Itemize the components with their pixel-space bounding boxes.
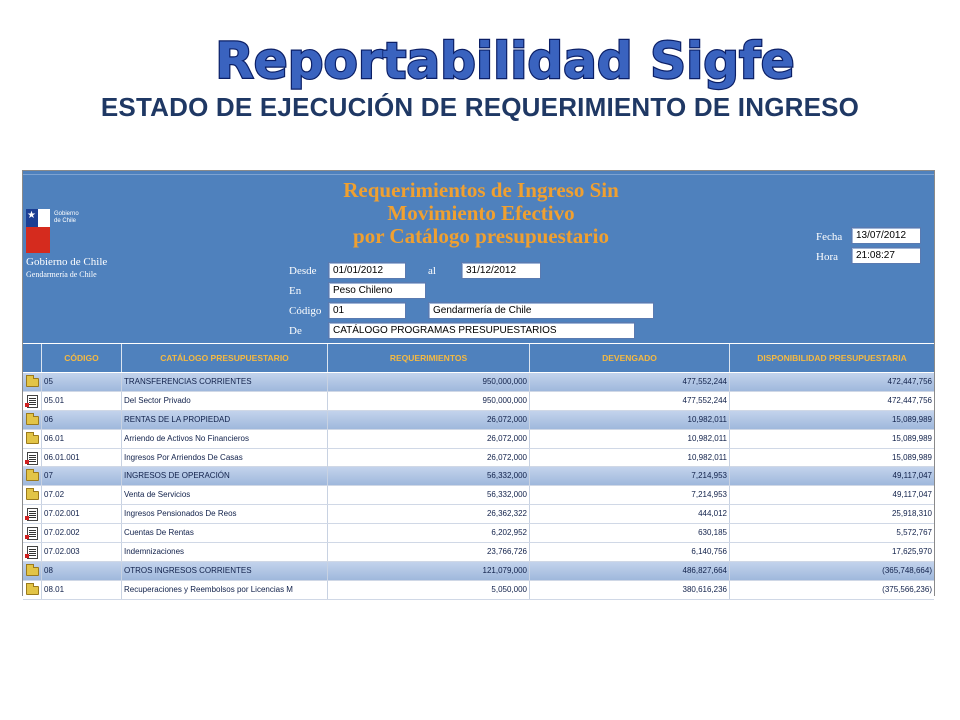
al-label: al [428, 265, 436, 277]
svg-text:Reportabilidad Sigfe: Reportabilidad Sigfe [215, 32, 795, 90]
cell-disponibilidad: 49,117,047 [729, 467, 934, 485]
catalogo-field[interactable]: CATÁLOGO PROGRAMAS PRESUPUESTARIOS [328, 322, 635, 339]
column-disponibilidad[interactable]: DISPONIBILIDAD PRESUPUESTARIA [729, 344, 934, 372]
cell-catalogo: Del Sector Privado [121, 392, 327, 410]
codigo-label: Código [289, 305, 322, 317]
row-icon-cell[interactable] [23, 562, 41, 580]
report-window [22, 170, 935, 596]
slide-title: ESTADO DE EJECUCIÓN DE REQUERIMIENTO DE INGRESO [100, 92, 860, 122]
folder-icon[interactable] [26, 567, 39, 576]
report-banner [23, 171, 934, 343]
row-icon-cell[interactable] [23, 430, 41, 448]
logo-blue-field [26, 209, 38, 227]
folder-icon[interactable] [26, 435, 39, 444]
row-icon-cell[interactable] [23, 524, 41, 542]
report-title-line: por Catálogo presupuestario [353, 224, 609, 248]
cell-requerimientos: 121,079,000 [327, 562, 529, 580]
cell-disponibilidad: 15,089,989 [729, 411, 934, 429]
column-requerimientos[interactable]: REQUERIMIENTOS [327, 344, 529, 372]
wordart-title [215, 30, 795, 90]
report-icon[interactable] [27, 546, 38, 559]
banner-divider [23, 174, 934, 175]
cell-disponibilidad: 17,625,970 [729, 543, 934, 561]
cell-catalogo: Ingresos Pensionados De Reos [121, 505, 327, 523]
cell-devengado: 444,012 [529, 505, 729, 523]
table-row[interactable] [23, 581, 934, 600]
cell-codigo[interactable]: 08 [41, 562, 121, 580]
cell-catalogo: Recuperaciones y Reembolsos por Licencias M [121, 581, 327, 599]
gobierno-logo [26, 209, 80, 254]
desde-field[interactable]: 01/01/2012 [328, 262, 406, 279]
cell-codigo[interactable]: 06 [41, 411, 121, 429]
row-icon-cell[interactable] [23, 581, 41, 599]
cell-codigo[interactable]: 07.02.003 [41, 543, 121, 561]
star-icon: ★ [27, 210, 36, 221]
report-icon[interactable] [27, 527, 38, 540]
cell-devengado: 10,982,011 [529, 430, 729, 448]
folder-icon[interactable] [26, 586, 39, 595]
row-icon-cell[interactable] [23, 543, 41, 561]
cell-requerimientos: 56,332,000 [327, 467, 529, 485]
folder-icon[interactable] [26, 378, 39, 387]
cell-devengado: 7,214,953 [529, 486, 729, 504]
org-name: Gobierno de Chile [26, 256, 108, 268]
table-row[interactable] [23, 430, 934, 449]
row-icon-cell[interactable] [23, 392, 41, 410]
column-catalogo[interactable]: CATÁLOGO PRESUPUESTARIO [121, 344, 327, 372]
cell-catalogo: OTROS INGRESOS CORRIENTES [121, 562, 327, 580]
cell-catalogo: TRANSFERENCIAS CORRIENTES [121, 373, 327, 391]
hora-field[interactable]: 21:08:27 [851, 247, 921, 264]
entidad-field[interactable]: Gendarmería de Chile [428, 302, 654, 319]
cell-requerimientos: 23,766,726 [327, 543, 529, 561]
cell-disponibilidad: 5,572,767 [729, 524, 934, 542]
icon-column-header [23, 344, 41, 372]
cell-catalogo: Cuentas De Rentas [121, 524, 327, 542]
table-row[interactable] [23, 411, 934, 430]
cell-requerimientos: 26,362,322 [327, 505, 529, 523]
cell-codigo[interactable]: 07.02 [41, 486, 121, 504]
cell-codigo[interactable]: 05 [41, 373, 121, 391]
cell-devengado: 7,214,953 [529, 467, 729, 485]
folder-icon[interactable] [26, 491, 39, 500]
al-field[interactable]: 31/12/2012 [461, 262, 541, 279]
table-row[interactable] [23, 562, 934, 581]
report-icon[interactable] [27, 452, 38, 465]
cell-requerimientos: 26,072,000 [327, 411, 529, 429]
cell-devengado: 477,552,244 [529, 392, 729, 410]
cell-codigo[interactable]: 06.01.001 [41, 449, 121, 467]
de-label: De [289, 325, 302, 337]
table-header [23, 343, 934, 372]
cell-codigo[interactable]: 07.02.002 [41, 524, 121, 542]
cell-codigo[interactable]: 05.01 [41, 392, 121, 410]
report-icon[interactable] [27, 395, 38, 408]
row-icon-cell[interactable] [23, 449, 41, 467]
table-row[interactable] [23, 486, 934, 505]
table-row[interactable] [23, 373, 934, 392]
table-row[interactable] [23, 467, 934, 486]
fecha-label: Fecha [816, 231, 843, 243]
cell-disponibilidad: (375,566,236) [729, 581, 934, 599]
cell-requerimientos: 26,072,000 [327, 449, 529, 467]
folder-icon[interactable] [26, 416, 39, 425]
cell-codigo[interactable]: 06.01 [41, 430, 121, 448]
folder-icon[interactable] [26, 472, 39, 481]
row-icon-cell[interactable] [23, 505, 41, 523]
cell-catalogo: Ingresos Por Arriendos De Casas [121, 449, 327, 467]
logo-red-field [26, 227, 50, 253]
moneda-field[interactable]: Peso Chileno [328, 282, 426, 299]
cell-disponibilidad: 15,089,989 [729, 430, 934, 448]
table-row[interactable] [23, 543, 934, 562]
report-title-line: Movimiento Efectivo [387, 201, 575, 225]
report-title-line: Requerimientos de Ingreso Sin [343, 178, 619, 202]
row-icon-cell[interactable] [23, 373, 41, 391]
cell-catalogo: Indemnizaciones [121, 543, 327, 561]
cell-requerimientos: 950,000,000 [327, 392, 529, 410]
en-label: En [289, 285, 302, 297]
cell-codigo[interactable]: 07.02.001 [41, 505, 121, 523]
cell-devengado: 486,827,664 [529, 562, 729, 580]
row-icon-cell[interactable] [23, 411, 41, 429]
row-icon-cell[interactable] [23, 486, 41, 504]
logo-caption: Gobierno de Chile [54, 211, 79, 224]
cell-devengado: 6,140,756 [529, 543, 729, 561]
desde-label: Desde [289, 265, 317, 277]
cell-devengado: 380,616,236 [529, 581, 729, 599]
table-row[interactable] [23, 505, 934, 524]
cell-requerimientos: 950,000,000 [327, 373, 529, 391]
hora-label: Hora [816, 251, 838, 263]
cell-requerimientos: 5,050,000 [327, 581, 529, 599]
cell-devengado: 477,552,244 [529, 373, 729, 391]
cell-disponibilidad: 49,117,047 [729, 486, 934, 504]
cell-codigo[interactable]: 08.01 [41, 581, 121, 599]
column-codigo[interactable]: CÓDIGO [41, 344, 121, 372]
cell-catalogo: Arriendo de Activos No Financieros [121, 430, 327, 448]
cell-codigo[interactable]: 07 [41, 467, 121, 485]
fecha-field[interactable]: 13/07/2012 [851, 227, 921, 244]
table-row[interactable] [23, 449, 934, 468]
cell-requerimientos: 26,072,000 [327, 430, 529, 448]
cell-disponibilidad: 472,447,756 [729, 392, 934, 410]
cell-requerimientos: 56,332,000 [327, 486, 529, 504]
table-row[interactable] [23, 524, 934, 543]
cell-disponibilidad: 25,918,310 [729, 505, 934, 523]
org-subname: Gendarmería de Chile [26, 270, 97, 279]
report-title [261, 179, 701, 248]
cell-catalogo: INGRESOS DE OPERACIÓN [121, 467, 327, 485]
cell-devengado: 630,185 [529, 524, 729, 542]
cell-devengado: 10,982,011 [529, 449, 729, 467]
codigo-field[interactable]: 01 [328, 302, 406, 319]
table-body [23, 373, 934, 600]
cell-disponibilidad: (365,748,664) [729, 562, 934, 580]
table-row[interactable] [23, 392, 934, 411]
cell-requerimientos: 6,202,952 [327, 524, 529, 542]
row-icon-cell[interactable] [23, 467, 41, 485]
cell-catalogo: Venta de Servicios [121, 486, 327, 504]
cell-disponibilidad: 472,447,756 [729, 373, 934, 391]
cell-catalogo: RENTAS DE LA PROPIEDAD [121, 411, 327, 429]
report-icon[interactable] [27, 508, 38, 521]
cell-devengado: 10,982,011 [529, 411, 729, 429]
logo-white-field [38, 209, 50, 227]
column-devengado[interactable]: DEVENGADO [529, 344, 729, 372]
cell-disponibilidad: 15,089,989 [729, 449, 934, 467]
